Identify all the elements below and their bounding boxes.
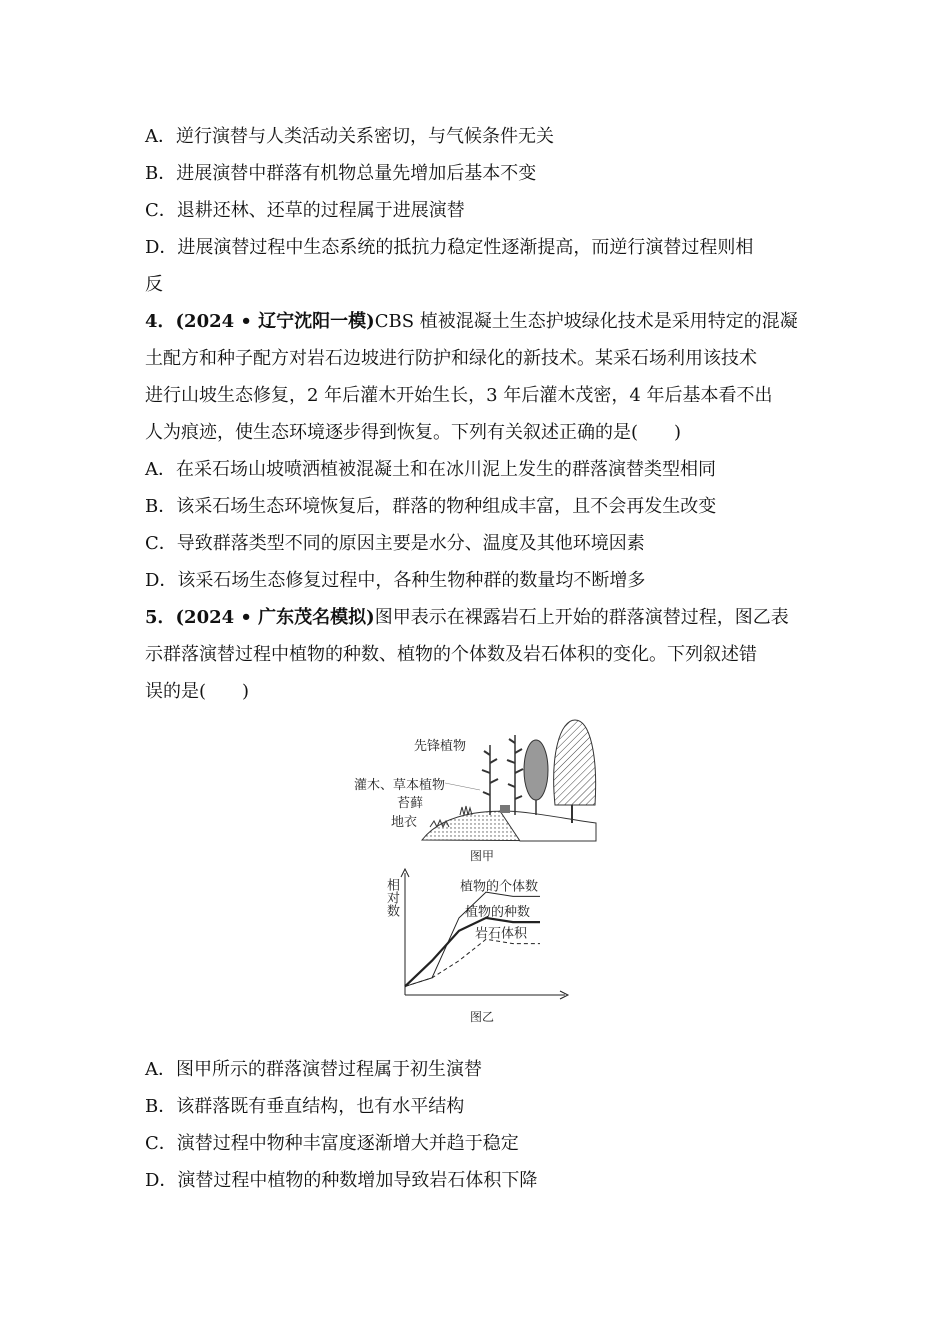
q4-stem-line-1 [145, 310, 798, 334]
q5-stem-text: 图甲表示在裸露岩石上开始的群落演替过程，图乙表 [374, 607, 789, 628]
q5-number: 5． [145, 607, 176, 628]
label-lichen: 地衣 [391, 815, 418, 830]
q5-option-d: D．演替过程中植物的种数增加导致岩石体积下降 [145, 1170, 538, 1191]
series-line-3 [405, 939, 540, 986]
shrub-canopy [524, 740, 548, 800]
q4-option-a: A．在采石场山坡喷洒植被混凝土和在冰川泥上发生的群落演替类型相同 [145, 459, 716, 480]
label-moss: 苔藓 [397, 796, 424, 811]
label-pioneer-plants: 先锋植物 [414, 739, 467, 754]
q5-option-b: B．该群落既有垂直结构，也有水平结构 [145, 1096, 465, 1117]
figure-yi-chart [380, 865, 580, 1005]
grass-block [500, 805, 510, 813]
q3-option-a: A．逆行演替与人类活动关系密切，与气候条件无关 [145, 126, 554, 147]
series-label-3: 岩石体积 [475, 926, 528, 942]
q4-source: (2024 • 辽宁沈阳一模) [175, 311, 375, 332]
q4-option-c: C．导致群落类型不同的原因主要是水分、温度及其他环境因素 [145, 533, 645, 554]
q3-option-d: D．进展演替过程中生态系统的抵抗力稳定性逐渐提高，而逆行演替过程则相 [145, 237, 754, 258]
q5-source: (2024 • 广东茂名模拟) [175, 607, 375, 628]
label-shrub-herb: 灌木、草本植物 [354, 778, 446, 793]
q4-option-b: B．该采石场生态环境恢复后，群落的物种组成丰富，且不会再发生改变 [145, 496, 717, 517]
tree-canopy [554, 720, 596, 805]
q3-option-d-cont: 反 [145, 274, 163, 295]
q4-number: 4． [145, 311, 176, 332]
y-axis-label: 相对数 [384, 878, 399, 917]
q5-stem-line-3: 误的是( ) [145, 681, 250, 702]
q5-option-a: A．图甲所示的群落演替过程属于初生演替 [145, 1059, 482, 1080]
figure-jia-caption: 图甲 [470, 849, 495, 863]
q5-stem-line-2: 示群落演替过程中植物的种数、植物的个体数及岩石体积的变化。下列叙述错 [145, 644, 757, 665]
q3-option-c: C．退耕还林、还草的过程属于进展演替 [145, 200, 465, 221]
q3-option-b: B．进展演替中群落有机物总量先增加后基本不变 [145, 163, 537, 184]
q4-stem-text: CBS 植被混凝土生态护坡绿化技术是采用特定的混凝 [374, 311, 798, 332]
q4-stem-line-2: 土配方和种子配方对岩石边坡进行防护和绿化的新技术。某采石场利用该技术 [145, 348, 757, 369]
q4-option-d: D．该采石场生态修复过程中，各种生物种群的数量均不断增多 [145, 570, 646, 591]
q4-stem-line-3: 进行山坡生态修复，2 年后灌木开始生长，3 年后灌木茂密，4 年后基本看不出 [145, 385, 773, 406]
q5-stem-line-1 [145, 606, 789, 630]
q5-option-c: C．演替过程中物种丰富度逐渐增大并趋于稳定 [145, 1133, 519, 1154]
q4-stem-line-4: 人为痕迹，使生态环境逐步得到恢复。下列有关叙述正确的是( ) [145, 422, 682, 443]
series-label-1: 植物的个体数 [460, 879, 539, 895]
figure-yi-caption: 图乙 [470, 1010, 495, 1024]
series-label-2: 植物的种数 [465, 905, 531, 921]
